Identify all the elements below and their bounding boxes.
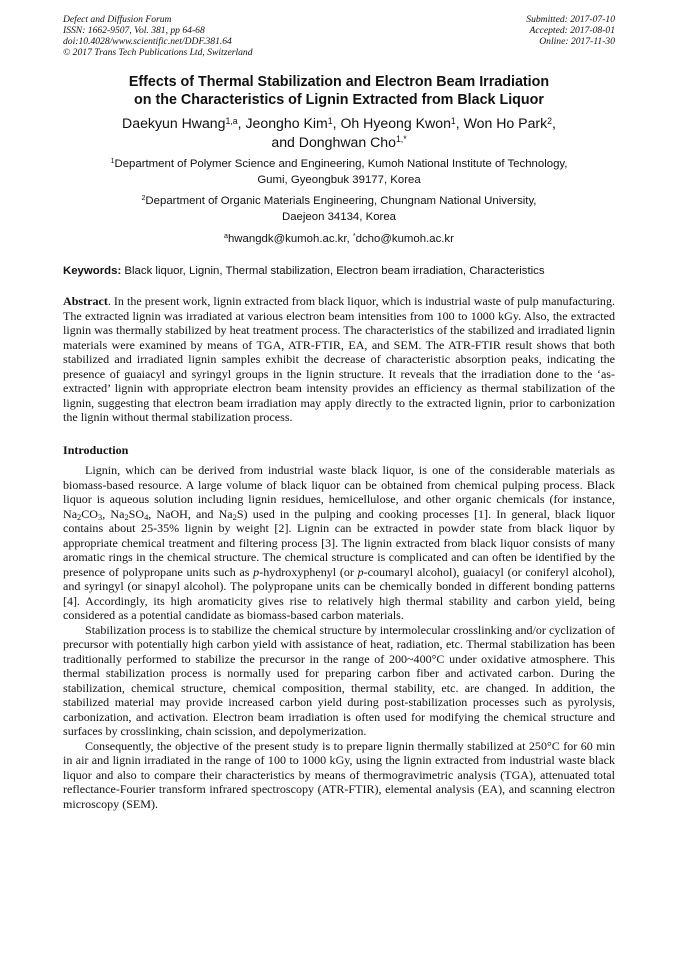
text-run: Lignin, which can be derived from industrial waste black liquor, is one of the considerable materials as biomass-based resource. A large volume of black liquor can be obtained from chemical pulping process. Black liquor is aqueous solution including lignin residues, hemicellulose, and other organic chemicals (for instance, Na xyxy=(63,463,615,521)
keywords-line xyxy=(63,264,615,279)
subscript: 4 xyxy=(144,511,149,522)
submitted-date: Submitted: 2017-07-10 xyxy=(526,14,615,25)
text-run: , Na xyxy=(102,506,125,521)
abstract-text: . In the present work, lignin extracted from black liquor, which is industrial waste of pulp manufacturing. The extracted lignin was irradiated at various electron beam intensities from 100 to 1000 kGy. Also, the extracted lignin was thermally stabilized by heat treatment process. The characteristics of the stabilized and irradiated lignin materials were examined by means of TGA, ATR-FTIR, EA, and SEM. The ATR-FTIR result shows that both stabilized and irradiated lignin samples exhibit the decrease of characteristic absorption peaks, indicating the presence of guaiacyl and syringyl groups in the lignin structure. It reveals that the irradiation done to the ‘as-extracted’ lignin with appropriate electron beam intensity provides an efficiency as thermal stabilization of the lignin, suggesting that electron beam irradiation may apply directly to the extracted lignin, prior to carbonization the lignin without thermal stabilization process. xyxy=(63,294,615,424)
text-run: -hydroxyphenyl (or xyxy=(259,564,358,579)
intro-paragraph-1 xyxy=(63,463,615,623)
text-run: SO xyxy=(128,506,145,521)
email-mark: * xyxy=(352,233,356,241)
text-run: , NaOH, and Na xyxy=(148,506,233,521)
text-run: S) used in the pulping and cooking processes [1]. In general, black liquor contains about 25-35% lignin by weight [2]. Lignin can be extracted in powder state from black liquor by appropriate chemical treatment and filtering process [3]. The lignin extracted from black liquor consists of many aromatic rings in the chemical structure. The chemical structure is complicated and can often be identified by the presence of polypropane units such as xyxy=(63,506,615,579)
author-affil-mark: 2 xyxy=(547,115,553,126)
affil-number: 1 xyxy=(110,158,115,166)
authors-line-2 xyxy=(63,133,615,152)
doi-line[interactable]: doi:10.4028/www.scientific.net/DDF.381.64 xyxy=(63,36,232,47)
author-list xyxy=(63,114,615,151)
abstract-label: Abstract xyxy=(63,294,108,308)
subscript: 2 xyxy=(124,511,129,522)
copyright-line: © 2017 Trans Tech Publications Ltd, Switzerland xyxy=(63,47,253,58)
affiliation-2-line-2: Daejeon 34134, Korea xyxy=(282,210,396,223)
affiliation-1-line-1 xyxy=(63,157,615,173)
author-name: and Donghwan Cho xyxy=(271,133,396,150)
header-right xyxy=(526,14,615,58)
online-date: Online: 2017-11-30 xyxy=(539,36,615,47)
email-link-2[interactable]: dcho@kumoh.ac.kr xyxy=(355,233,454,245)
journal-header xyxy=(63,14,615,58)
journal-name: Defect and Diffusion Forum xyxy=(63,14,172,25)
intro-paragraph-2: Stabilization process is to stabilize the chemical structure by intermolecular crosslinking and/or cyclization of precursor with potentially high carbon yield with assistance of heat, radiation, etc. Thermal stabilization has been traditionally performed to stabilize the precursor in the range of 200~400°C under oxidative atmosphere. This thermal stabilization process is normally used for preparing carbon fiber and activated carbon. During the stabilization, chemical structure, chemical composition, thermal stability, etc. are changed. In addition, the stabilized material may provide increased carbon yield during post-stabilization processes such as pyrolysis, carbonization, and activation. Electron beam irradiation is often used for modifying the chemical structure and surfaces by crosslinking, chain scission, and depolymerization. xyxy=(63,622,615,738)
subscript: 3 xyxy=(98,511,103,522)
affiliation-2 xyxy=(63,194,615,225)
text-run: -coumaryl alcohol), guaiacyl (or coniferyl alcohol), and syringyl (or sinapyl alcohol). The polypropane units can be chemically bonded in different bonding patterns [4]. Accordingly, its high aromaticity gives rise to relatively high thermal stability and carbon yield, being considered as a potential candidate as biomass-based carbon materials. xyxy=(63,564,615,622)
subscript: 2 xyxy=(77,511,82,522)
intro-paragraph-3: Consequently, the objective of the present study is to prepare lignin thermally stabilized at 250°C for 60 min in air and lignin irradiated in the range of 100 to 1000 kGy, using the lignin extracted from industrial waste black liquor and also to compare their characteristics by means of thermogravimetric analysis (TGA), attenuated total reflectance-Fourier transform infrared spectroscopy (ATR-FTIR), elemental analysis (EA), and scanning electron microscopy (SEM). xyxy=(63,738,615,811)
author-affil-mark: 1,* xyxy=(395,134,407,145)
email-mark: a xyxy=(224,233,228,241)
author-name: Daekyun Hwang xyxy=(122,115,226,131)
keywords-label: Keywords: xyxy=(63,265,122,277)
text-run: CO xyxy=(81,506,99,521)
affil-text: Department of Organic Materials Engineering, Chungnam National University, xyxy=(145,195,537,207)
italic-run: p xyxy=(253,564,260,579)
authors-line-1: Daekyun Hwang$^{1,a}$, Jeongho Kim$^1$, Oh Hyeong Kwon$^1$, Won Ho Park$^2$, xyxy=(122,115,556,131)
introduction-heading: Introduction xyxy=(63,442,129,457)
affiliation-1-line-2: Gumi, Gyeongbuk 39177, Korea xyxy=(257,173,421,186)
author-affil-mark: 1 xyxy=(450,115,456,126)
affiliation-2-line-1 xyxy=(63,194,615,210)
abstract-paragraph xyxy=(63,294,615,425)
author-name: Won Ho Park xyxy=(463,115,548,131)
email-link-1[interactable]: hwangdk@kumoh.ac.kr, xyxy=(227,233,350,245)
keywords-text: Black liquor, Lignin, Thermal stabilization, Electron beam irradiation, Characteristics xyxy=(124,265,545,277)
author-affil-mark: 1 xyxy=(327,115,333,126)
affil-text: Department of Polymer Science and Engineering, Kumoh National Institute of Technology, xyxy=(114,158,568,170)
affiliation-1 xyxy=(63,157,615,188)
title-line-1: Effects of Thermal Stabilization and Electron Beam Irradiation xyxy=(128,74,550,90)
affil-number: 2 xyxy=(141,195,146,203)
author-name: Oh Hyeong Kwon xyxy=(340,115,451,131)
author-name: Jeongho Kim xyxy=(245,115,328,131)
header-left xyxy=(63,14,253,58)
subscript: 2 xyxy=(232,511,237,522)
paper-title xyxy=(63,73,615,109)
title-line-2: on the Characteristics of Lignin Extracted from Black Liquor xyxy=(134,92,544,108)
author-emails xyxy=(63,232,615,247)
italic-run: p xyxy=(357,564,364,579)
author-affil-mark: 1,a xyxy=(225,115,238,126)
accepted-date: Accepted: 2017-08-01 xyxy=(529,25,615,36)
issn-line: ISSN: 1662-9507, Vol. 381, pp 64-68 xyxy=(63,25,205,36)
